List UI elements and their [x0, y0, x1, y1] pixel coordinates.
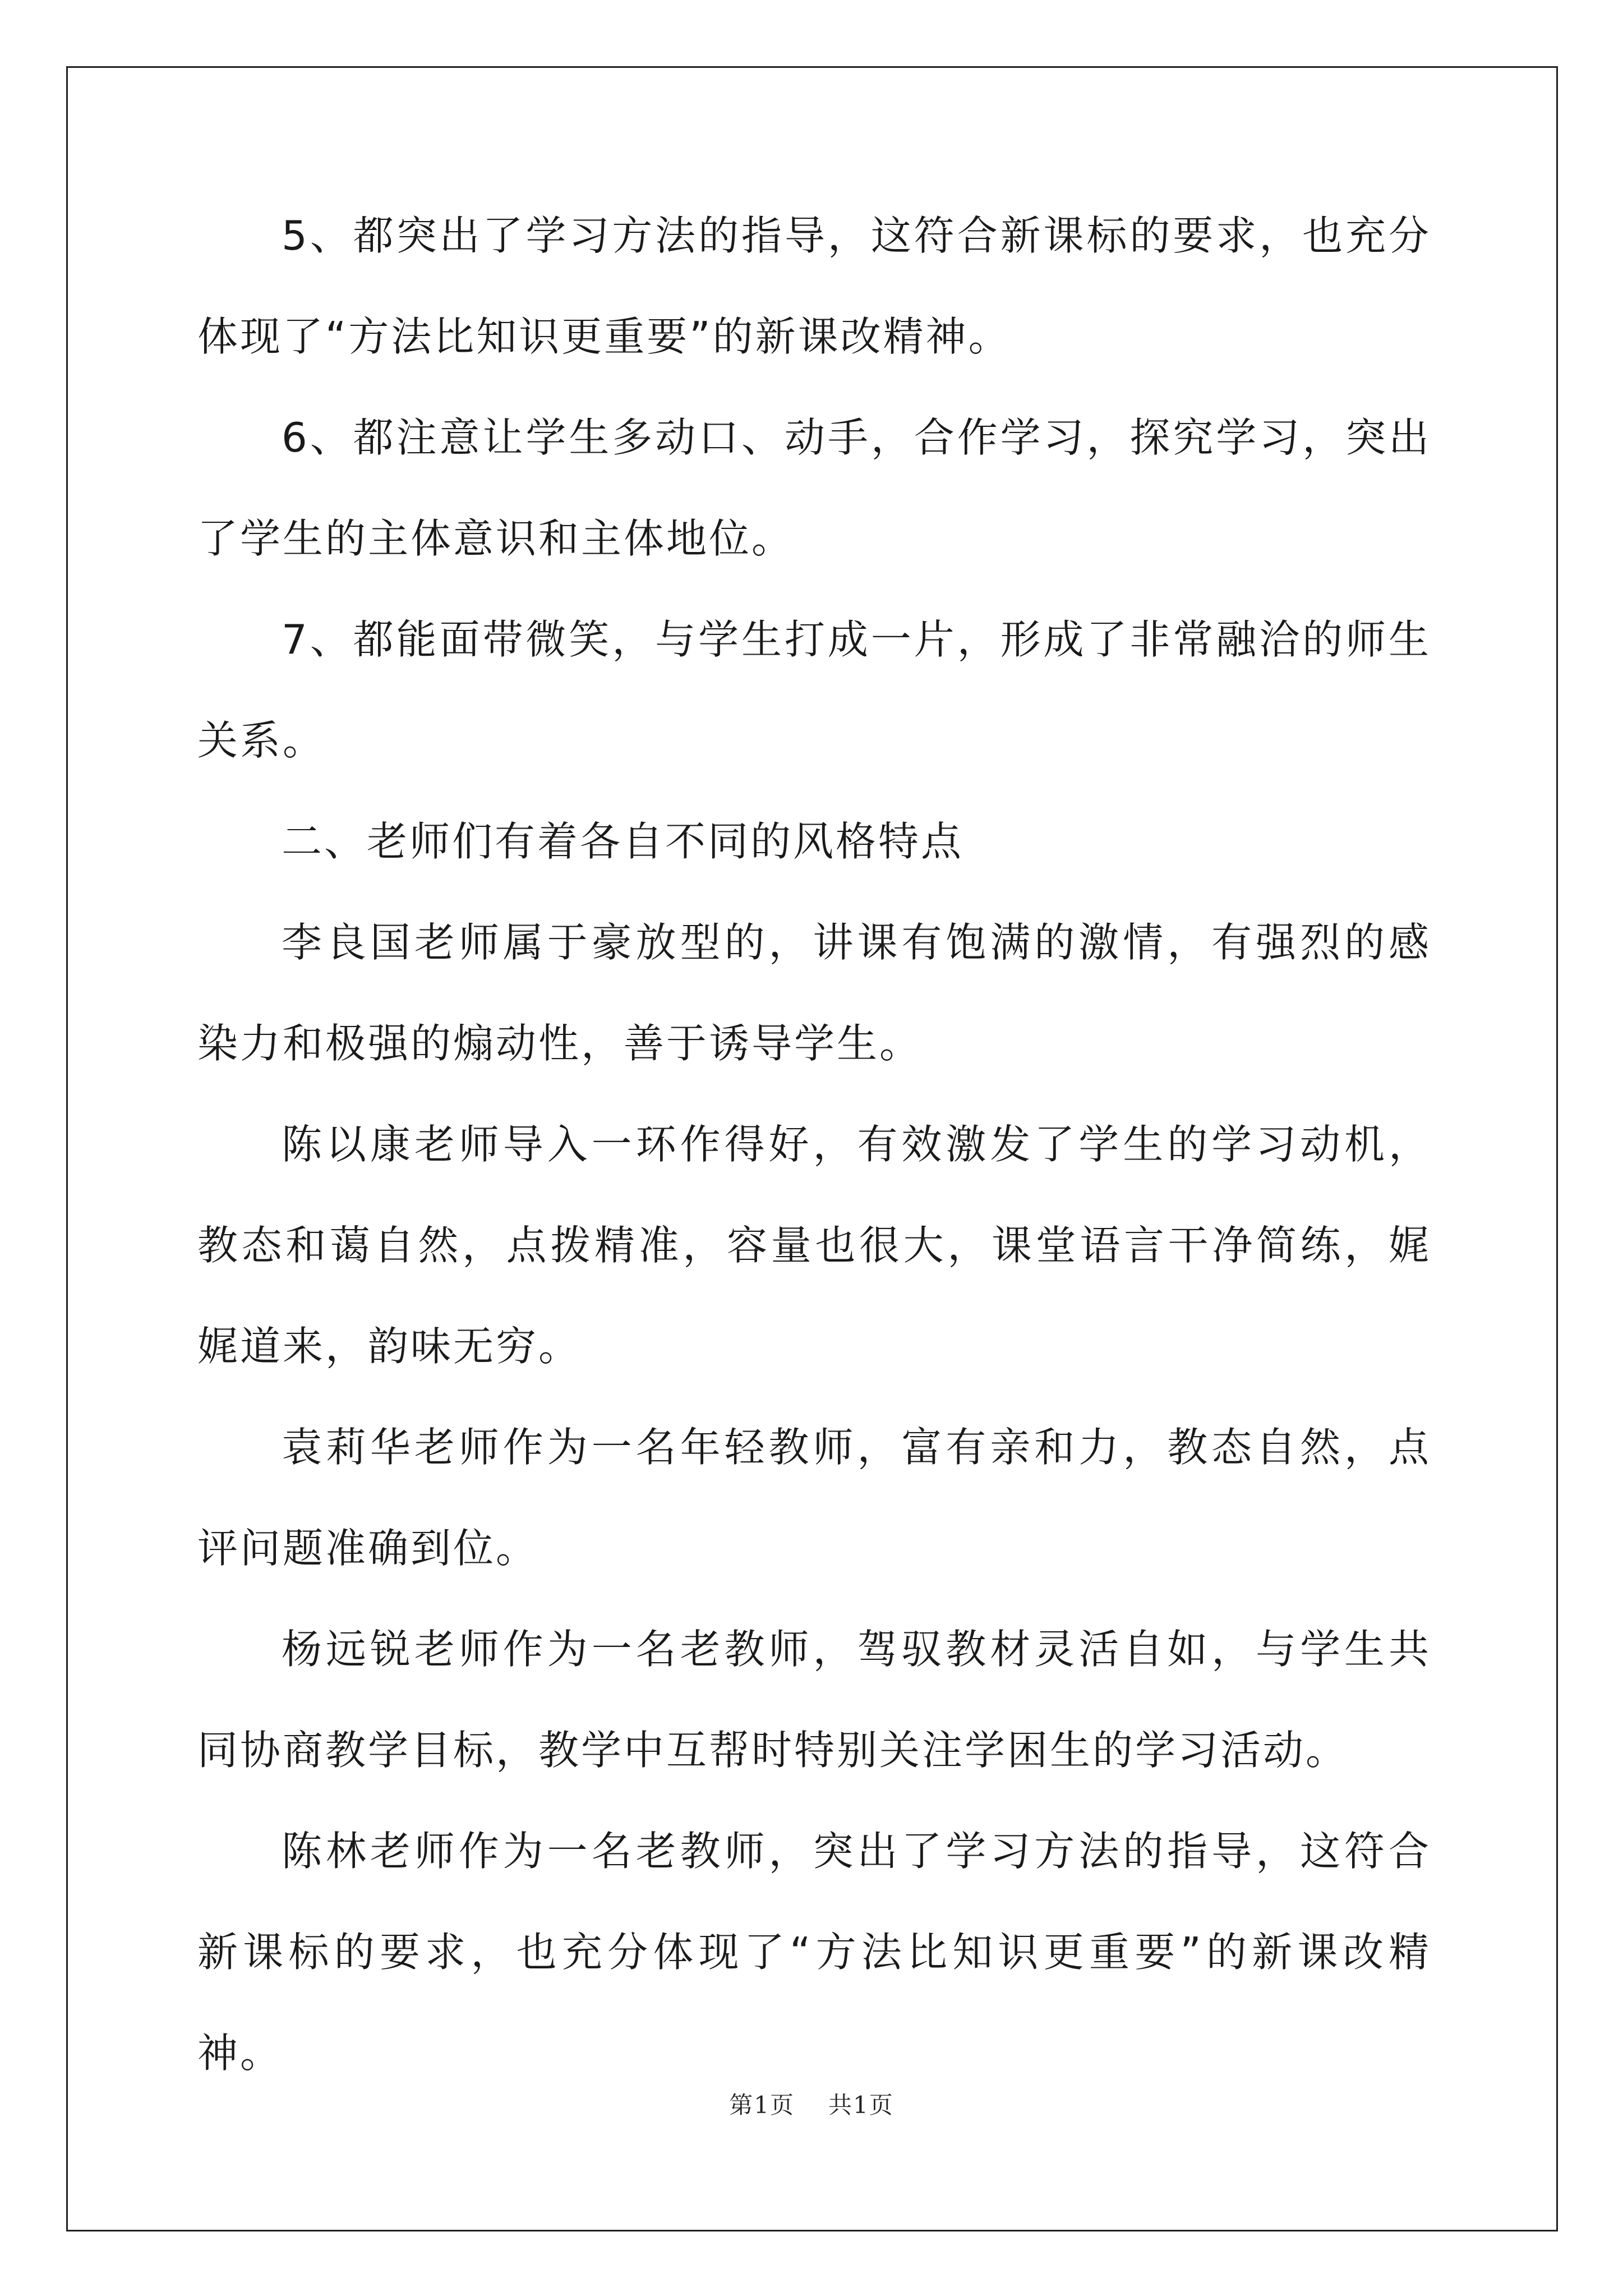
paragraph: 杨远锐老师作为一名老教师，驾驭教材灵活自如，与学生共同协商教学目标，教学中互帮时特别关注学困生的学习活动。	[197, 1626, 1431, 1774]
paragraph: 陈林老师作为一名老教师，突出了学习方法的指导，这符合新课标的要求，也充分体现了“方法比知识更重要”的新课改精神。	[197, 1828, 1431, 2077]
paragraph: 袁莉华老师作为一名年轻教师，富有亲和力，教态自然，点评问题准确到位。	[197, 1424, 1431, 1572]
page-total: 共1页	[828, 2091, 894, 2119]
paragraph: 6、都注意让学生多动口、动手，合作学习，探究学习，突出了学生的主体意识和主体地位。	[197, 414, 1431, 562]
page-number: 第1页	[729, 2091, 795, 2119]
paragraph: 5、都突出了学习方法的指导，这符合新课标的要求，也充分体现了“方法比知识更重要”的新课改精神。	[197, 212, 1431, 360]
document-body	[197, 185, 1431, 2104]
paragraph: 陈以康老师导入一环作得好，有效激发了学生的学习动机，教态和蔼自然，点拨精准，容量也很大，课堂语言干净简练，娓娓道来，韵味无穷。	[197, 1121, 1431, 1370]
paragraph: 李良国老师属于豪放型的，讲课有饱满的激情，有强烈的感染力和极强的煽动性，善于诱导学生。	[197, 919, 1431, 1067]
page-footer	[0, 2087, 1623, 2120]
section-heading: 二、老师们有着各自不同的风格特点	[282, 818, 964, 865]
paragraph: 7、都能面带微笑，与学生打成一片，形成了非常融洽的师生关系。	[197, 616, 1431, 764]
